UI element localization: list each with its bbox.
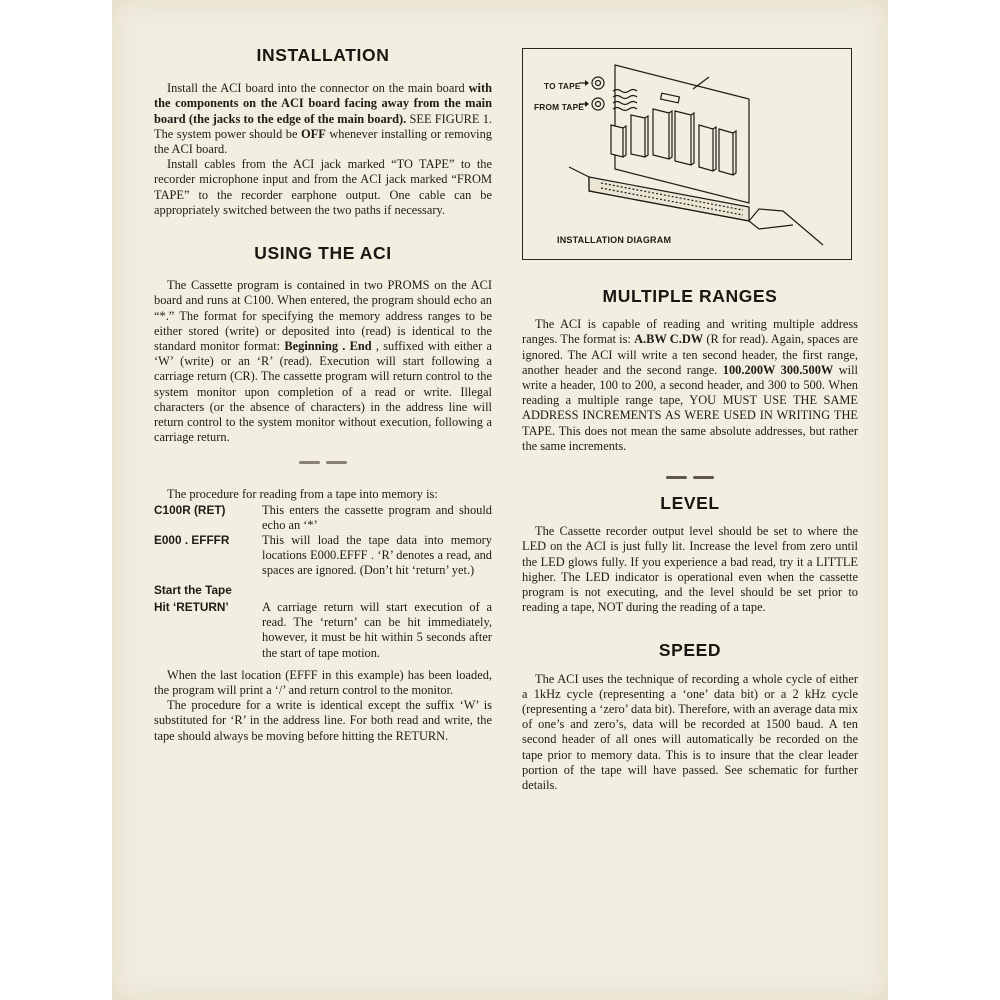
procedure-desc: This will load the tape data into memory locations E000.EFFF . ‘R’ denotes a read, and spaces are ignored. (Don’t hit ‘return’ yet.) — [262, 533, 492, 578]
divider-ornament-icon — [293, 459, 353, 467]
example-bold-text: 100.200W 300.500W — [722, 362, 834, 377]
speed-paragraph: The ACI uses the technique of recording a whole cycle of either a 1kHz cycle (representing a ‘one’ data bit) or a 2 kHz cycle (representing a ‘zero’ data bit). Therefore, with an average data mix of one’s and zero’s, data will be recorded at 1500 baud. A ten second header of all ones will automatically be recorded on the tape prior to memory data. This is to insure that the clear leader portion of the tape will have passed. See schematic for further details. — [522, 671, 858, 793]
table-row — [154, 533, 492, 579]
multiple-ranges-paragraph — [522, 317, 858, 454]
multiple-text: The ACI is capable of reading and writing multiple address ranges. The format is: — [522, 317, 858, 347]
using-aci-paragraph — [154, 278, 492, 445]
level-heading: LEVEL — [660, 493, 720, 514]
multiple-text: will write a header, 100 to 200, a second header, and 300 to 500. When reading a multiple range tape, YOU MUST USE THE SAME ADDRESS INCREMENTS AS WERE USED IN WRITING THE TAPE. This does not mean the same absolute addresses, but rather the same increments. — [522, 362, 858, 453]
procedure-key: C100R (RET) — [154, 502, 226, 517]
format-bold-text: Beginning . End — [284, 339, 372, 354]
table-row — [154, 579, 492, 598]
divider-ornament-icon — [660, 474, 720, 482]
multiple-ranges-heading: MULTIPLE RANGES — [602, 286, 778, 306]
section-divider — [522, 474, 858, 484]
procedure-table — [154, 503, 492, 661]
installation-heading: INSTALLATION — [256, 45, 390, 65]
from-tape-label: FROM TAPE — [534, 102, 585, 112]
off-bold-text: OFF — [301, 126, 326, 141]
procedure-desc: This enters the cassette program and should echo an ‘*’ — [262, 502, 492, 532]
right-column — [522, 48, 858, 793]
procedure-key: E000 . EFFFR — [154, 533, 230, 548]
section-divider — [154, 459, 492, 469]
using-text: , suffixed with either a ‘W’ (write) or an ‘R’ (read). Execution will start following a carriage return (CR). The cassette program will return control to the system monitor upon completion of a read or write. Illegal characters (or the absence of characters) in the address line will return control to the system monitor without execution, following a carriage return. — [154, 339, 492, 445]
format-bold-text: A.BW C.DW — [634, 332, 704, 347]
procedure-intro: The procedure for reading from a tape into memory is: — [167, 487, 438, 502]
installation-text: whenever installing or removing the ACI board. — [154, 126, 492, 157]
manual-page — [112, 0, 888, 1000]
procedure-key: Start the Tape — [154, 582, 232, 597]
level-paragraph: The Cassette recorder output level should be set to where the LED on the ACI is just fully lit. Increase the level from zero until the LED glows fully. If you experience a bad read, try it a LITTLE higher. The LED indicator is operational even when the cassette program is not executing, and the level should be set prior to reading a tape, NOT during the reading of a tape. — [522, 524, 858, 615]
table-row — [154, 598, 492, 661]
speed-heading: SPEED — [658, 640, 722, 661]
installation-text: Install the ACI board into the connector on the main board — [167, 81, 469, 96]
procedure-desc: A carriage return will start execution of a read. The ‘return’ can be hit immediately, however, it must be hit within 5 seconds after the start of tape motion. — [262, 599, 492, 660]
procedure-after-1: When the last location (EFFF in this example) has been loaded, the program will print a ‘/’ and return control to the monitor. — [154, 667, 492, 697]
installation-paragraph-2: Install cables from the ACI jack marked “TO TAPE” to the recorder microphone input and from the ACI jack marked “FROM TAPE” to the recorder earphone output. One cable can be appropriately switched between the two paths if necessary. — [154, 157, 492, 217]
procedure-after-2: The procedure for a write is identical except the suffix ‘W’ is substituted for ‘R’ in the address line. For both read and write, the tape should always be moving before hitting the RETURN. — [154, 698, 492, 743]
installation-paragraph-1 — [154, 81, 492, 157]
installation-text: SEE FIGURE 1. The system power should be — [154, 111, 492, 141]
left-column — [154, 45, 492, 744]
installation-diagram — [522, 48, 852, 260]
procedure-desc — [262, 579, 492, 598]
table-row — [154, 503, 492, 533]
to-tape-label: TO TAPE — [544, 81, 581, 91]
installation-bold-text: with the components on the ACI board facing away from the main board (the jacks to the edge of the main board). — [154, 81, 492, 126]
multiple-text: (R for read). Again, spaces are ignored. The ACI will write a ten second header, the first range, another header and the second range. — [522, 332, 858, 377]
using-text: The Cassette program is contained in two PROMS on the ACI board and runs at C100. When entered, the program should echo an “*.” The format for specifying the memory address ranges to be either stored (write) or deposited into (read) is identical to the standard monitor format: — [154, 278, 492, 354]
using-aci-heading: USING THE ACI — [254, 243, 392, 264]
procedure-key: Hit ‘RETURN’ — [154, 599, 229, 614]
figure-caption: INSTALLATION DIAGRAM — [557, 235, 672, 245]
